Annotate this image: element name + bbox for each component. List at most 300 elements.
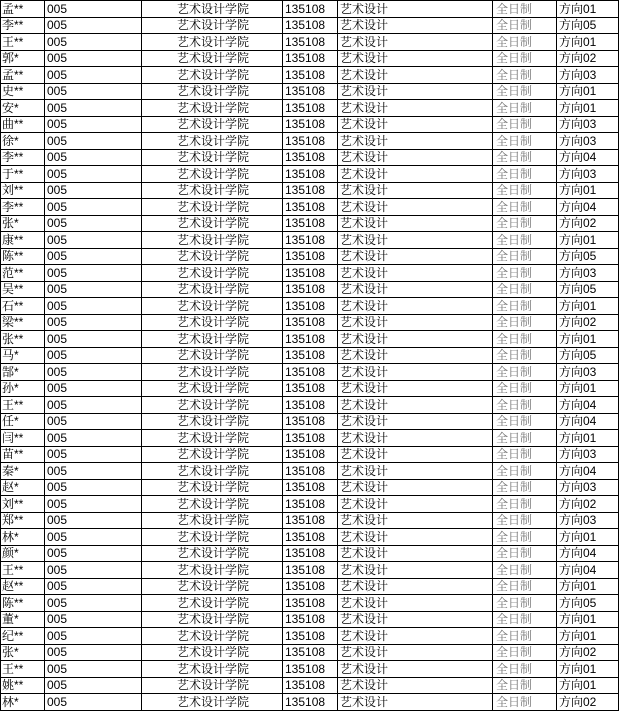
table-row <box>1 611 619 628</box>
college-name-cell: 艺术设计学院 <box>142 50 283 67</box>
student-name-cell: 纪** <box>1 628 45 645</box>
study-mode-cell: 全日制 <box>493 298 557 315</box>
study-mode-cell: 全日制 <box>493 644 557 661</box>
major-name-cell: 艺术设计 <box>338 446 493 463</box>
student-name-cell: 梁** <box>1 314 45 331</box>
research-direction-cell: 方向02 <box>557 496 619 513</box>
table-row <box>1 595 619 612</box>
table-row <box>1 248 619 265</box>
student-name-cell: 康** <box>1 232 45 249</box>
table-row <box>1 545 619 562</box>
study-mode-cell: 全日制 <box>493 331 557 348</box>
college-name-cell: 艺术设计学院 <box>142 331 283 348</box>
student-name-cell: 张* <box>1 644 45 661</box>
table-row <box>1 265 619 282</box>
major-code-cell: 135108 <box>283 430 338 447</box>
study-mode-cell: 全日制 <box>493 529 557 546</box>
college-code-cell: 005 <box>45 380 142 397</box>
student-name-cell: 姚** <box>1 677 45 694</box>
college-code-cell: 005 <box>45 611 142 628</box>
major-name-cell: 艺术设计 <box>338 281 493 298</box>
study-mode-cell: 全日制 <box>493 100 557 117</box>
major-name-cell: 艺术设计 <box>338 545 493 562</box>
research-direction-cell: 方向01 <box>557 529 619 546</box>
college-code-cell: 005 <box>45 661 142 678</box>
research-direction-cell: 方向04 <box>557 397 619 414</box>
major-code-cell: 135108 <box>283 248 338 265</box>
major-name-cell: 艺术设计 <box>338 512 493 529</box>
college-code-cell: 005 <box>45 248 142 265</box>
research-direction-cell: 方向01 <box>557 677 619 694</box>
major-code-cell: 135108 <box>283 67 338 84</box>
college-code-cell: 005 <box>45 694 142 711</box>
major-code-cell: 135108 <box>283 182 338 199</box>
student-name-cell: 孟** <box>1 67 45 84</box>
college-name-cell: 艺术设计学院 <box>142 314 283 331</box>
study-mode-cell: 全日制 <box>493 248 557 265</box>
study-mode-cell: 全日制 <box>493 578 557 595</box>
research-direction-cell: 方向01 <box>557 578 619 595</box>
research-direction-cell: 方向03 <box>557 166 619 183</box>
college-code-cell: 005 <box>45 364 142 381</box>
student-name-cell: 林* <box>1 529 45 546</box>
research-direction-cell: 方向05 <box>557 248 619 265</box>
study-mode-cell: 全日制 <box>493 463 557 480</box>
research-direction-cell: 方向03 <box>557 265 619 282</box>
student-name-cell: 王** <box>1 397 45 414</box>
college-name-cell: 艺术设计学院 <box>142 446 283 463</box>
table-row <box>1 479 619 496</box>
major-name-cell: 艺术设计 <box>338 166 493 183</box>
major-name-cell: 艺术设计 <box>338 100 493 117</box>
college-code-cell: 005 <box>45 182 142 199</box>
major-name-cell: 艺术设计 <box>338 248 493 265</box>
study-mode-cell: 全日制 <box>493 545 557 562</box>
research-direction-cell: 方向03 <box>557 479 619 496</box>
student-name-cell: 范** <box>1 265 45 282</box>
college-code-cell: 005 <box>45 314 142 331</box>
major-name-cell: 艺术设计 <box>338 644 493 661</box>
college-name-cell: 艺术设计学院 <box>142 694 283 711</box>
college-name-cell: 艺术设计学院 <box>142 661 283 678</box>
college-code-cell: 005 <box>45 397 142 414</box>
major-code-cell: 135108 <box>283 677 338 694</box>
college-code-cell: 005 <box>45 677 142 694</box>
research-direction-cell: 方向03 <box>557 446 619 463</box>
study-mode-cell: 全日制 <box>493 446 557 463</box>
college-name-cell: 艺术设计学院 <box>142 116 283 133</box>
major-code-cell: 135108 <box>283 50 338 67</box>
study-mode-cell: 全日制 <box>493 512 557 529</box>
table-row <box>1 331 619 348</box>
student-name-cell: 李** <box>1 149 45 166</box>
table-row <box>1 34 619 51</box>
study-mode-cell: 全日制 <box>493 628 557 645</box>
research-direction-cell: 方向04 <box>557 562 619 579</box>
college-name-cell: 艺术设计学院 <box>142 83 283 100</box>
college-name-cell: 艺术设计学院 <box>142 677 283 694</box>
major-code-cell: 135108 <box>283 562 338 579</box>
major-code-cell: 135108 <box>283 545 338 562</box>
college-name-cell: 艺术设计学院 <box>142 628 283 645</box>
college-code-cell: 005 <box>45 83 142 100</box>
college-name-cell: 艺术设计学院 <box>142 34 283 51</box>
student-name-cell: 王** <box>1 562 45 579</box>
research-direction-cell: 方向01 <box>557 298 619 315</box>
major-name-cell: 艺术设计 <box>338 1 493 18</box>
major-name-cell: 艺术设计 <box>338 182 493 199</box>
college-name-cell: 艺术设计学院 <box>142 364 283 381</box>
student-name-cell: 陈** <box>1 248 45 265</box>
major-name-cell: 艺术设计 <box>338 34 493 51</box>
student-name-cell: 刘** <box>1 496 45 513</box>
research-direction-cell: 方向03 <box>557 512 619 529</box>
study-mode-cell: 全日制 <box>493 595 557 612</box>
table-row <box>1 446 619 463</box>
student-name-cell: 董* <box>1 611 45 628</box>
college-code-cell: 005 <box>45 479 142 496</box>
student-name-cell: 王** <box>1 661 45 678</box>
research-direction-cell: 方向01 <box>557 34 619 51</box>
major-code-cell: 135108 <box>283 661 338 678</box>
major-name-cell: 艺术设计 <box>338 430 493 447</box>
student-name-cell: 任* <box>1 413 45 430</box>
major-name-cell: 艺术设计 <box>338 661 493 678</box>
major-code-cell: 135108 <box>283 446 338 463</box>
college-name-cell: 艺术设计学院 <box>142 100 283 117</box>
student-name-cell: 史** <box>1 83 45 100</box>
table-row <box>1 281 619 298</box>
college-code-cell: 005 <box>45 347 142 364</box>
table-row <box>1 512 619 529</box>
research-direction-cell: 方向04 <box>557 199 619 216</box>
college-code-cell: 005 <box>45 34 142 51</box>
college-name-cell: 艺术设计学院 <box>142 347 283 364</box>
research-direction-cell: 方向01 <box>557 380 619 397</box>
research-direction-cell: 方向04 <box>557 463 619 480</box>
major-code-cell: 135108 <box>283 413 338 430</box>
college-code-cell: 005 <box>45 166 142 183</box>
major-name-cell: 艺术设计 <box>338 677 493 694</box>
college-name-cell: 艺术设计学院 <box>142 17 283 34</box>
college-name-cell: 艺术设计学院 <box>142 232 283 249</box>
research-direction-cell: 方向02 <box>557 314 619 331</box>
study-mode-cell: 全日制 <box>493 34 557 51</box>
study-mode-cell: 全日制 <box>493 364 557 381</box>
major-code-cell: 135108 <box>283 364 338 381</box>
major-name-cell: 艺术设计 <box>338 133 493 150</box>
major-name-cell: 艺术设计 <box>338 116 493 133</box>
college-code-cell: 005 <box>45 265 142 282</box>
student-name-cell: 孟** <box>1 1 45 18</box>
college-code-cell: 005 <box>45 199 142 216</box>
major-code-cell: 135108 <box>283 265 338 282</box>
study-mode-cell: 全日制 <box>493 661 557 678</box>
major-code-cell: 135108 <box>283 232 338 249</box>
student-name-cell: 徐* <box>1 133 45 150</box>
major-name-cell: 艺术设计 <box>338 149 493 166</box>
study-mode-cell: 全日制 <box>493 199 557 216</box>
research-direction-cell: 方向05 <box>557 595 619 612</box>
table-row <box>1 529 619 546</box>
research-direction-cell: 方向01 <box>557 182 619 199</box>
college-name-cell: 艺术设计学院 <box>142 611 283 628</box>
college-name-cell: 艺术设计学院 <box>142 133 283 150</box>
table-row <box>1 83 619 100</box>
table-row <box>1 50 619 67</box>
college-code-cell: 005 <box>45 133 142 150</box>
study-mode-cell: 全日制 <box>493 133 557 150</box>
table-row <box>1 100 619 117</box>
study-mode-cell: 全日制 <box>493 1 557 18</box>
table-row <box>1 232 619 249</box>
research-direction-cell: 方向04 <box>557 413 619 430</box>
major-name-cell: 艺术设计 <box>338 479 493 496</box>
college-name-cell: 艺术设计学院 <box>142 265 283 282</box>
college-code-cell: 005 <box>45 331 142 348</box>
college-code-cell: 005 <box>45 413 142 430</box>
table-row <box>1 677 619 694</box>
study-mode-cell: 全日制 <box>493 116 557 133</box>
major-name-cell: 艺术设计 <box>338 298 493 315</box>
research-direction-cell: 方向01 <box>557 232 619 249</box>
table-row <box>1 628 619 645</box>
college-name-cell: 艺术设计学院 <box>142 397 283 414</box>
table-row <box>1 578 619 595</box>
student-name-cell: 孙* <box>1 380 45 397</box>
major-code-cell: 135108 <box>283 496 338 513</box>
student-name-cell: 李** <box>1 199 45 216</box>
table-row <box>1 133 619 150</box>
college-name-cell: 艺术设计学院 <box>142 182 283 199</box>
major-code-cell: 135108 <box>283 116 338 133</box>
major-code-cell: 135108 <box>283 644 338 661</box>
student-name-cell: 陈** <box>1 595 45 612</box>
study-mode-cell: 全日制 <box>493 413 557 430</box>
student-name-cell: 郑** <box>1 512 45 529</box>
student-name-cell: 赵* <box>1 479 45 496</box>
major-name-cell: 艺术设计 <box>338 83 493 100</box>
major-code-cell: 135108 <box>283 694 338 711</box>
major-code-cell: 135108 <box>283 331 338 348</box>
research-direction-cell: 方向01 <box>557 661 619 678</box>
research-direction-cell: 方向01 <box>557 1 619 18</box>
college-code-cell: 005 <box>45 562 142 579</box>
major-name-cell: 艺术设计 <box>338 463 493 480</box>
major-name-cell: 艺术设计 <box>338 380 493 397</box>
major-code-cell: 135108 <box>283 149 338 166</box>
college-name-cell: 艺术设计学院 <box>142 430 283 447</box>
major-name-cell: 艺术设计 <box>338 529 493 546</box>
student-name-cell: 赵** <box>1 578 45 595</box>
table-row <box>1 149 619 166</box>
major-name-cell: 艺术设计 <box>338 611 493 628</box>
table-row <box>1 67 619 84</box>
table-row <box>1 314 619 331</box>
table-row <box>1 463 619 480</box>
college-code-cell: 005 <box>45 1 142 18</box>
college-code-cell: 005 <box>45 512 142 529</box>
study-mode-cell: 全日制 <box>493 677 557 694</box>
major-code-cell: 135108 <box>283 199 338 216</box>
college-name-cell: 艺术设计学院 <box>142 215 283 232</box>
table-row <box>1 298 619 315</box>
research-direction-cell: 方向03 <box>557 67 619 84</box>
table-row <box>1 496 619 513</box>
college-name-cell: 艺术设计学院 <box>142 578 283 595</box>
major-code-cell: 135108 <box>283 100 338 117</box>
college-code-cell: 005 <box>45 281 142 298</box>
study-mode-cell: 全日制 <box>493 479 557 496</box>
student-name-cell: 颜* <box>1 545 45 562</box>
major-code-cell: 135108 <box>283 281 338 298</box>
research-direction-cell: 方向04 <box>557 149 619 166</box>
college-name-cell: 艺术设计学院 <box>142 529 283 546</box>
research-direction-cell: 方向01 <box>557 628 619 645</box>
research-direction-cell: 方向02 <box>557 50 619 67</box>
college-code-cell: 005 <box>45 545 142 562</box>
college-name-cell: 艺术设计学院 <box>142 298 283 315</box>
table-row <box>1 364 619 381</box>
table-row <box>1 182 619 199</box>
college-code-cell: 005 <box>45 644 142 661</box>
major-code-cell: 135108 <box>283 133 338 150</box>
major-name-cell: 艺术设计 <box>338 562 493 579</box>
major-code-cell: 135108 <box>283 595 338 612</box>
college-name-cell: 艺术设计学院 <box>142 644 283 661</box>
study-mode-cell: 全日制 <box>493 562 557 579</box>
table-row <box>1 397 619 414</box>
table-row <box>1 661 619 678</box>
table-row <box>1 17 619 34</box>
college-code-cell: 005 <box>45 215 142 232</box>
college-name-cell: 艺术设计学院 <box>142 562 283 579</box>
major-name-cell: 艺术设计 <box>338 50 493 67</box>
research-direction-cell: 方向05 <box>557 281 619 298</box>
student-name-cell: 张** <box>1 331 45 348</box>
major-code-cell: 135108 <box>283 512 338 529</box>
table-row <box>1 347 619 364</box>
research-direction-cell: 方向05 <box>557 17 619 34</box>
major-name-cell: 艺术设计 <box>338 578 493 595</box>
study-mode-cell: 全日制 <box>493 430 557 447</box>
study-mode-cell: 全日制 <box>493 281 557 298</box>
research-direction-cell: 方向03 <box>557 364 619 381</box>
table-row <box>1 215 619 232</box>
research-direction-cell: 方向02 <box>557 644 619 661</box>
study-mode-cell: 全日制 <box>493 232 557 249</box>
major-name-cell: 艺术设计 <box>338 397 493 414</box>
study-mode-cell: 全日制 <box>493 347 557 364</box>
student-name-cell: 于** <box>1 166 45 183</box>
research-direction-cell: 方向01 <box>557 430 619 447</box>
college-name-cell: 艺术设计学院 <box>142 281 283 298</box>
student-name-cell: 林* <box>1 694 45 711</box>
major-code-cell: 135108 <box>283 397 338 414</box>
college-name-cell: 艺术设计学院 <box>142 512 283 529</box>
major-name-cell: 艺术设计 <box>338 347 493 364</box>
major-code-cell: 135108 <box>283 314 338 331</box>
study-mode-cell: 全日制 <box>493 166 557 183</box>
college-code-cell: 005 <box>45 463 142 480</box>
college-name-cell: 艺术设计学院 <box>142 1 283 18</box>
college-name-cell: 艺术设计学院 <box>142 545 283 562</box>
research-direction-cell: 方向02 <box>557 694 619 711</box>
college-code-cell: 005 <box>45 496 142 513</box>
student-name-cell: 王** <box>1 34 45 51</box>
study-mode-cell: 全日制 <box>493 314 557 331</box>
major-code-cell: 135108 <box>283 628 338 645</box>
research-direction-cell: 方向03 <box>557 116 619 133</box>
study-mode-cell: 全日制 <box>493 496 557 513</box>
college-code-cell: 005 <box>45 529 142 546</box>
college-code-cell: 005 <box>45 628 142 645</box>
major-code-cell: 135108 <box>283 479 338 496</box>
study-mode-cell: 全日制 <box>493 50 557 67</box>
table-row <box>1 1 619 18</box>
major-name-cell: 艺术设计 <box>338 496 493 513</box>
college-code-cell: 005 <box>45 50 142 67</box>
college-name-cell: 艺术设计学院 <box>142 463 283 480</box>
research-direction-cell: 方向01 <box>557 331 619 348</box>
study-mode-cell: 全日制 <box>493 611 557 628</box>
major-code-cell: 135108 <box>283 347 338 364</box>
college-code-cell: 005 <box>45 17 142 34</box>
college-name-cell: 艺术设计学院 <box>142 248 283 265</box>
study-mode-cell: 全日制 <box>493 215 557 232</box>
college-code-cell: 005 <box>45 116 142 133</box>
research-direction-cell: 方向01 <box>557 611 619 628</box>
major-code-cell: 135108 <box>283 166 338 183</box>
student-name-cell: 吴** <box>1 281 45 298</box>
college-name-cell: 艺术设计学院 <box>142 199 283 216</box>
major-name-cell: 艺术设计 <box>338 215 493 232</box>
college-code-cell: 005 <box>45 100 142 117</box>
major-name-cell: 艺术设计 <box>338 413 493 430</box>
major-code-cell: 135108 <box>283 34 338 51</box>
student-name-cell: 闫** <box>1 430 45 447</box>
college-name-cell: 艺术设计学院 <box>142 413 283 430</box>
research-direction-cell: 方向05 <box>557 347 619 364</box>
student-name-cell: 郜* <box>1 364 45 381</box>
table-row <box>1 166 619 183</box>
major-name-cell: 艺术设计 <box>338 232 493 249</box>
college-code-cell: 005 <box>45 232 142 249</box>
student-name-cell: 张* <box>1 215 45 232</box>
college-code-cell: 005 <box>45 446 142 463</box>
major-name-cell: 艺术设计 <box>338 628 493 645</box>
table-row <box>1 694 619 711</box>
major-name-cell: 艺术设计 <box>338 314 493 331</box>
college-name-cell: 艺术设计学院 <box>142 496 283 513</box>
study-mode-cell: 全日制 <box>493 380 557 397</box>
research-direction-cell: 方向02 <box>557 215 619 232</box>
study-mode-cell: 全日制 <box>493 67 557 84</box>
major-code-cell: 135108 <box>283 17 338 34</box>
major-name-cell: 艺术设计 <box>338 67 493 84</box>
major-name-cell: 艺术设计 <box>338 694 493 711</box>
student-name-cell: 郭* <box>1 50 45 67</box>
college-code-cell: 005 <box>45 149 142 166</box>
major-code-cell: 135108 <box>283 380 338 397</box>
major-code-cell: 135108 <box>283 215 338 232</box>
study-mode-cell: 全日制 <box>493 83 557 100</box>
research-direction-cell: 方向03 <box>557 133 619 150</box>
major-code-cell: 135108 <box>283 83 338 100</box>
college-code-cell: 005 <box>45 595 142 612</box>
college-name-cell: 艺术设计学院 <box>142 479 283 496</box>
college-name-cell: 艺术设计学院 <box>142 149 283 166</box>
